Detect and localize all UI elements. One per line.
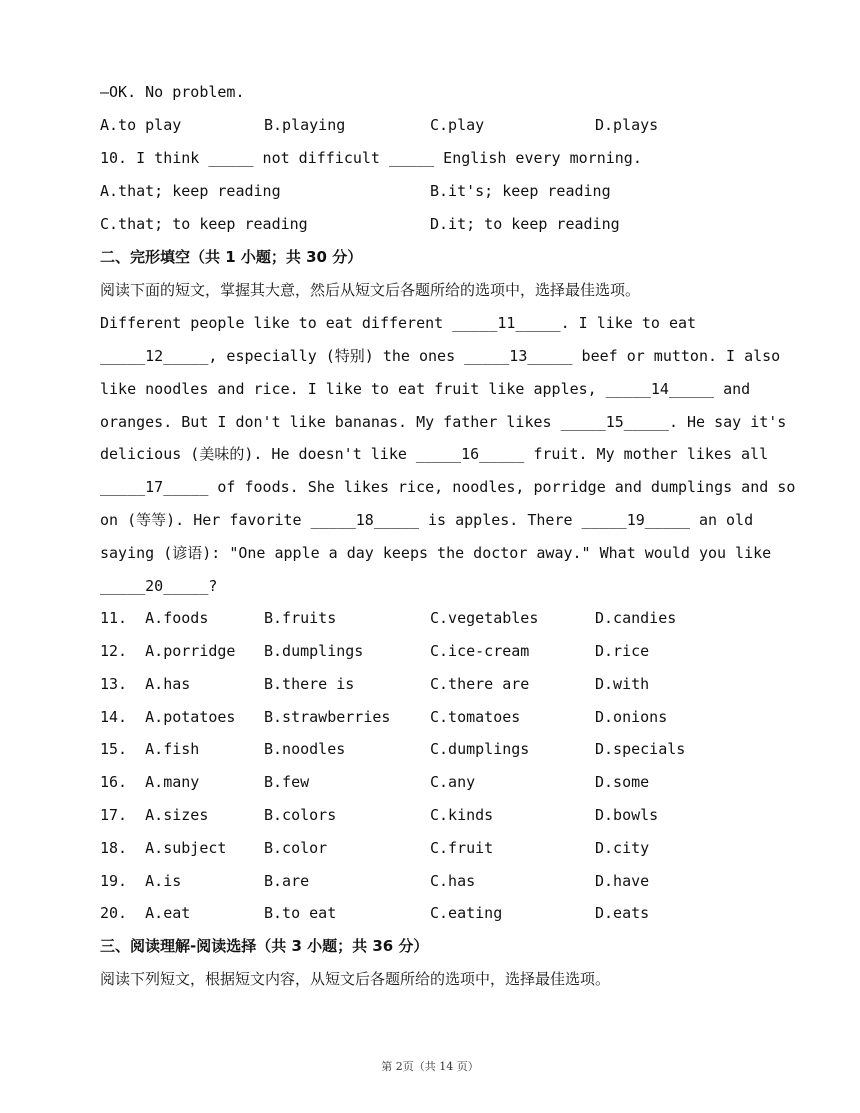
q9-option-b: B.playing <box>264 116 346 134</box>
option-a: 11. A.foods <box>100 609 209 627</box>
option-a: 19. A.is <box>100 872 182 890</box>
option-b: B.dumplings <box>264 642 364 660</box>
option-c: C.ice-cream <box>430 642 530 660</box>
option-a: 14. A.potatoes <box>100 708 236 726</box>
option-b: B.noodles <box>264 740 346 758</box>
section2-instruction: 阅读下面的短文，掌握其大意，然后从短文后各题所给的选项中，选择最佳选项。 <box>100 281 641 299</box>
dialogue-reply: —OK. No problem. <box>100 83 245 101</box>
passage-line: delicious (美味的). He doesn't like _____16_____ fruit. My mother likes all <box>100 445 769 463</box>
q9-option-a: A.to play <box>100 116 182 134</box>
option-d: D.eats <box>595 904 650 922</box>
option-b: B.fruits <box>264 609 337 627</box>
passage-line: _____17_____ of foods. She likes rice, noodles, porridge and dumplings and so <box>100 478 796 496</box>
passage-line: on (等等). Her favorite _____18_____ is apples. There _____19_____ an old <box>100 511 754 529</box>
option-c: C.fruit <box>430 839 494 857</box>
option-d: D.bowls <box>595 806 659 824</box>
option-d: D.with <box>595 675 650 693</box>
passage-line: like noodles and rice. I like to eat fruit like apples, _____14_____ and <box>100 380 751 398</box>
option-d: D.candies <box>595 609 677 627</box>
q10-option-b: B.it's; keep reading <box>430 182 611 200</box>
passage-line: _____12_____, especially (特别) the ones _____13_____ beef or mutton. I also <box>100 347 781 365</box>
option-a: 16. A.many <box>100 773 200 791</box>
option-d: D.specials <box>595 740 686 758</box>
section3-heading: 三、阅读理解-阅读选择（共 3 小题；共 36 分） <box>100 937 429 955</box>
option-b: B.are <box>264 872 310 890</box>
option-a: 13. A.has <box>100 675 191 693</box>
passage-line: _____20_____? <box>100 577 218 595</box>
passage-line: saying (谚语): "One apple a day keeps the doctor away." What would you like <box>100 544 772 562</box>
option-c: C.any <box>430 773 476 791</box>
option-d: D.rice <box>595 642 650 660</box>
passage-line: oranges. But I don't like bananas. My father likes _____15_____. He say it's <box>100 413 787 431</box>
option-b: B.there is <box>264 675 355 693</box>
option-a: 18. A.subject <box>100 839 227 857</box>
option-c: C.there are <box>430 675 530 693</box>
option-c: C.dumplings <box>430 740 530 758</box>
q10-stem: 10. I think _____ not difficult _____ English every morning. <box>100 149 642 167</box>
q10-option-c: C.that; to keep reading <box>100 215 308 233</box>
passage-line: Different people like to eat different _____11_____. I like to eat <box>100 314 697 332</box>
option-d: D.have <box>595 872 650 890</box>
q9-option-d: D.plays <box>595 116 659 134</box>
option-a: 12. A.porridge <box>100 642 236 660</box>
option-d: D.city <box>595 839 650 857</box>
page-footer: 第 2页（共 14 页） <box>381 1060 479 1073</box>
option-b: B.colors <box>264 806 337 824</box>
option-d: D.some <box>595 773 650 791</box>
option-b: B.strawberries <box>264 708 391 726</box>
option-b: B.to eat <box>264 904 337 922</box>
q10-option-d: D.it; to keep reading <box>430 215 620 233</box>
section3-instruction: 阅读下列短文，根据短文内容，从短文后各题所给的选项中，选择最佳选项。 <box>100 970 611 988</box>
q9-option-c: C.play <box>430 116 485 134</box>
section2-heading: 二、完形填空（共 1 小题；共 30 分） <box>100 248 363 266</box>
option-a: 17. A.sizes <box>100 806 209 824</box>
option-c: C.vegetables <box>430 609 539 627</box>
option-a: 15. A.fish <box>100 740 200 758</box>
option-b: B.color <box>264 839 328 857</box>
q10-option-a: A.that; keep reading <box>100 182 281 200</box>
option-d: D.onions <box>595 708 668 726</box>
option-a: 20. A.eat <box>100 904 191 922</box>
option-c: C.eating <box>430 904 503 922</box>
option-c: C.kinds <box>430 806 494 824</box>
option-c: C.has <box>430 872 476 890</box>
option-b: B.few <box>264 773 310 791</box>
option-c: C.tomatoes <box>430 708 521 726</box>
